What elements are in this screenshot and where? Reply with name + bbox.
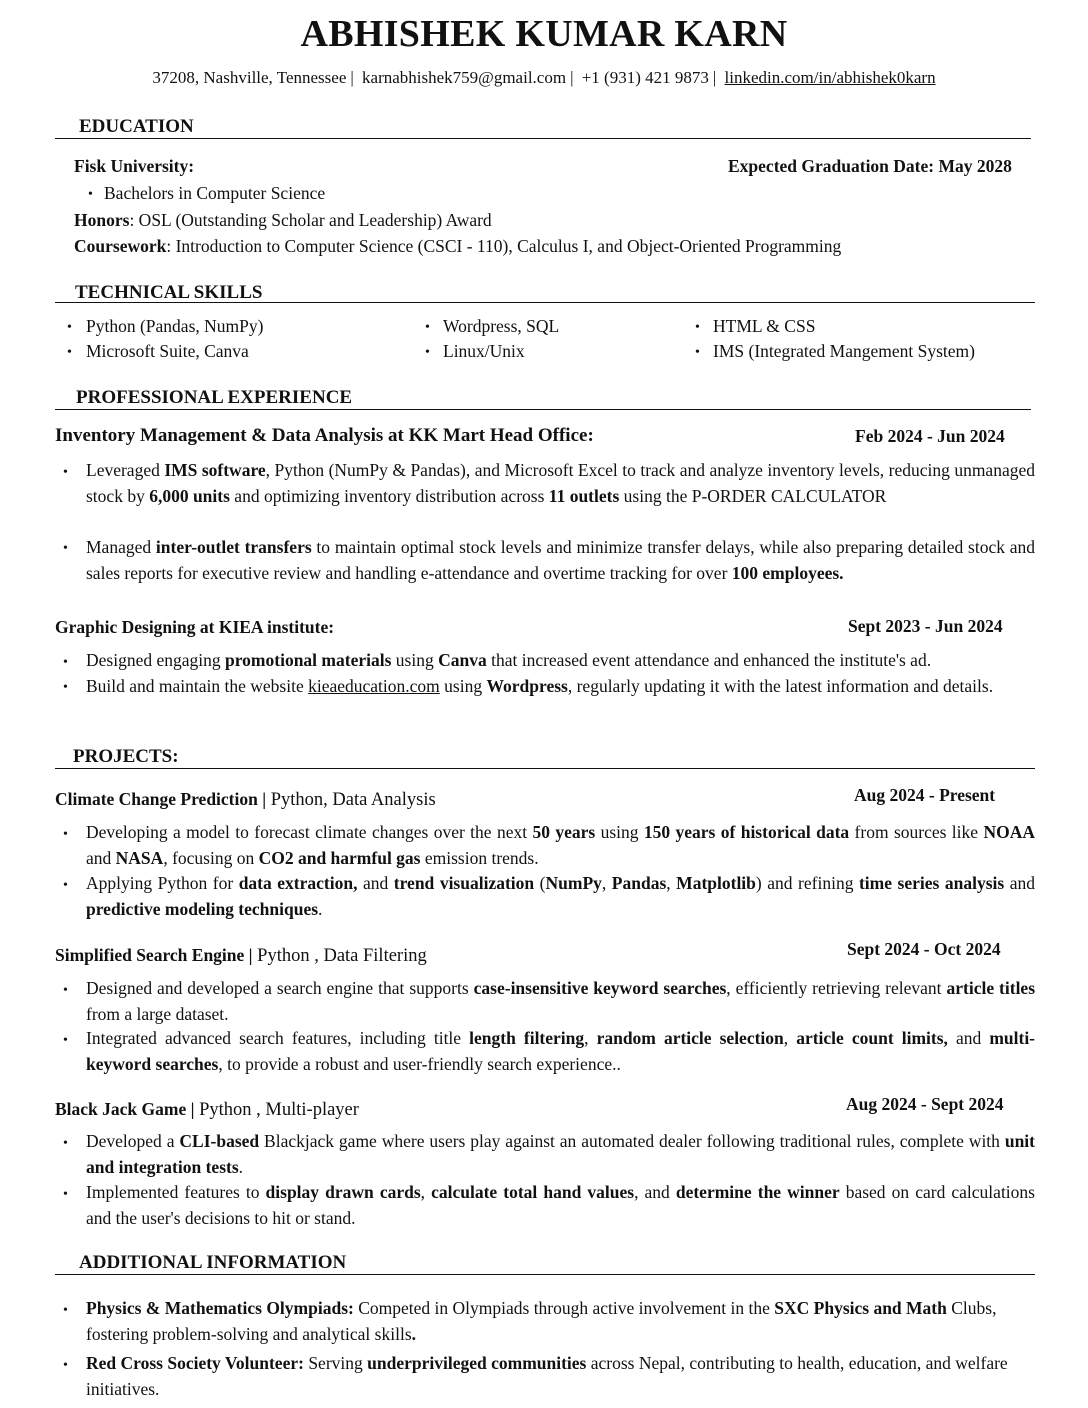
- additional-title: ADDITIONAL INFORMATION: [79, 1252, 347, 1273]
- section-rule: [55, 302, 1035, 303]
- job-dates: Feb 2024 - Jun 2024: [855, 426, 1005, 446]
- project-dates: Aug 2024 - Sept 2024: [846, 1094, 1004, 1114]
- project-dates: Aug 2024 - Present: [854, 785, 996, 805]
- experience-title: PROFESSIONAL EXPERIENCE: [76, 387, 353, 408]
- job-bullet: Leveraged IMS software, Python (NumPy & Pandas), and Microsoft Excel to track and analyze inventory levels, reducing unmanaged stock by 6,000 units and optimizing inventory distribution across 11 outlets using the P-ORDER CALCULATOR: [86, 460, 1035, 506]
- project-heading: Simplified Search Engine | Python , Data Filtering: [55, 945, 427, 966]
- location: 37208, Nashville, Tennessee: [152, 68, 347, 87]
- project-bullet: Designed and developed a search engine that supports case-insensitive keyword searches, efficiently retrieving relevant article titles from a large dataset.: [86, 978, 1036, 1024]
- skill-item: IMS (Integrated Mangement System): [713, 341, 975, 361]
- project-bullet: Integrated advanced search features, including title length filtering, random article selection, article count limits, and multi-keyword searches, to provide a robust and user-friendly search experience..: [86, 1028, 1036, 1074]
- bullet-icon: •: [63, 827, 68, 842]
- section-rule: [55, 138, 1031, 139]
- bullet-icon: •: [695, 320, 700, 335]
- degree: Bachelors in Computer Science: [104, 183, 326, 203]
- skill-item: HTML & CSS: [713, 316, 816, 336]
- skills-title: TECHNICAL SKILLS: [75, 282, 263, 303]
- bullet-icon: •: [63, 655, 68, 670]
- project-bullet: Developing a model to forecast climate changes over the next 50 years using 150 years of historical data from sources like NOAA and NASA, focusing on CO2 and harmful gas emission trends.: [86, 822, 1035, 868]
- skill-item: Microsoft Suite, Canva: [86, 341, 249, 361]
- section-rule: [55, 409, 1031, 410]
- education-title: EDUCATION: [79, 116, 194, 137]
- bullet-icon: •: [88, 187, 93, 202]
- bullet-icon: •: [63, 1136, 68, 1151]
- section-rule: [55, 768, 1035, 769]
- candidate-name: ABHISHEK KUMAR KARN: [300, 13, 788, 55]
- bullet-icon: •: [425, 320, 430, 335]
- job-dates: Sept 2023 - Jun 2024: [848, 616, 1003, 636]
- skill-item: Wordpress, SQL: [443, 316, 560, 336]
- project-dates: Sept 2024 - Oct 2024: [847, 939, 1001, 959]
- job-bullet: Managed inter-outlet transfers to maintain optimal stock levels and minimize transfer delays, while also preparing detailed stock and sales reports for executive review and handling e-attendance and overtime tracking for over 100 employees.: [86, 537, 1036, 583]
- project-bullet: Applying Python for data extraction, and trend visualization (NumPy, Pandas, Matplotlib) and refining time series analysis and predictive modeling techniques.: [86, 873, 1035, 919]
- job-heading: Graphic Designing at KIEA institute:: [55, 617, 335, 637]
- project-bullet: Developed a CLI-based Blackjack game where users play against an automated dealer following traditional rules, complete with unit and integration tests.: [86, 1131, 1035, 1177]
- bullet-icon: •: [63, 983, 68, 998]
- project-heading: Black Jack Game | Python , Multi-player: [55, 1099, 359, 1120]
- contact-line: [0, 68, 1088, 88]
- bullet-icon: •: [63, 1033, 68, 1048]
- job-bullet: Build and maintain the website kieaeducation.com using Wordpress, regularly updating it with the latest information and details.: [86, 676, 994, 696]
- website-link[interactable]: kieaeducation.com: [308, 676, 440, 696]
- additional-bullet: Physics & Mathematics Olympiads: Competed in Olympiads through active involvement in the SXC Physics and Math Clubs, fostering problem-solving and analytical skills.: [86, 1298, 997, 1344]
- email[interactable]: karnabhishek759@gmail.com: [362, 68, 567, 87]
- separator: |: [350, 68, 354, 87]
- bullet-icon: •: [63, 1187, 68, 1202]
- job-bullet: Designed engaging promotional materials using Canva that increased event attendance and enhanced the institute's ad.: [86, 650, 932, 670]
- project-heading: Climate Change Prediction | Python, Data Analysis: [55, 789, 436, 810]
- graduation-date: Expected Graduation Date: May 2028: [728, 156, 1012, 176]
- separator: |: [712, 68, 717, 87]
- bullet-icon: •: [63, 680, 68, 695]
- bullet-icon: •: [63, 465, 68, 480]
- linkedin-link[interactable]: linkedin.com/in/abhishek0karn: [724, 68, 936, 87]
- bullet-icon: •: [425, 345, 430, 360]
- job-heading: Inventory Management & Data Analysis at KK Mart Head Office:: [55, 425, 594, 446]
- skill-item: Linux/Unix: [443, 341, 525, 361]
- bullet-icon: •: [63, 1358, 68, 1373]
- additional-bullet: Red Cross Society Volunteer: Serving underprivileged communities across Nepal, contributing to health, education, and welfare initiatives.: [86, 1353, 1008, 1399]
- bullet-icon: •: [695, 345, 700, 360]
- bullet-icon: •: [67, 345, 72, 360]
- bullet-icon: •: [63, 541, 68, 556]
- skill-item: Python (Pandas, NumPy): [86, 316, 264, 336]
- project-bullet: Implemented features to display drawn cards, calculate total hand values, and determine the winner based on card calculations and the user's decisions to hit or stand.: [86, 1182, 1035, 1228]
- coursework-line: Coursework: Introduction to Computer Science (CSCI - 110), Calculus I, and Object-Oriented Programming: [74, 236, 842, 256]
- separator: |: [570, 68, 574, 87]
- section-rule: [55, 1274, 1035, 1275]
- bullet-icon: •: [67, 320, 72, 335]
- phone[interactable]: +1 (931) 421 9873: [581, 68, 709, 87]
- honors-line: Honors: OSL (Outstanding Scholar and Leadership) Award: [74, 210, 492, 230]
- school-name: Fisk University:: [74, 156, 195, 176]
- projects-title: PROJECTS:: [73, 746, 179, 767]
- bullet-icon: •: [63, 1303, 68, 1318]
- bullet-icon: •: [63, 878, 68, 893]
